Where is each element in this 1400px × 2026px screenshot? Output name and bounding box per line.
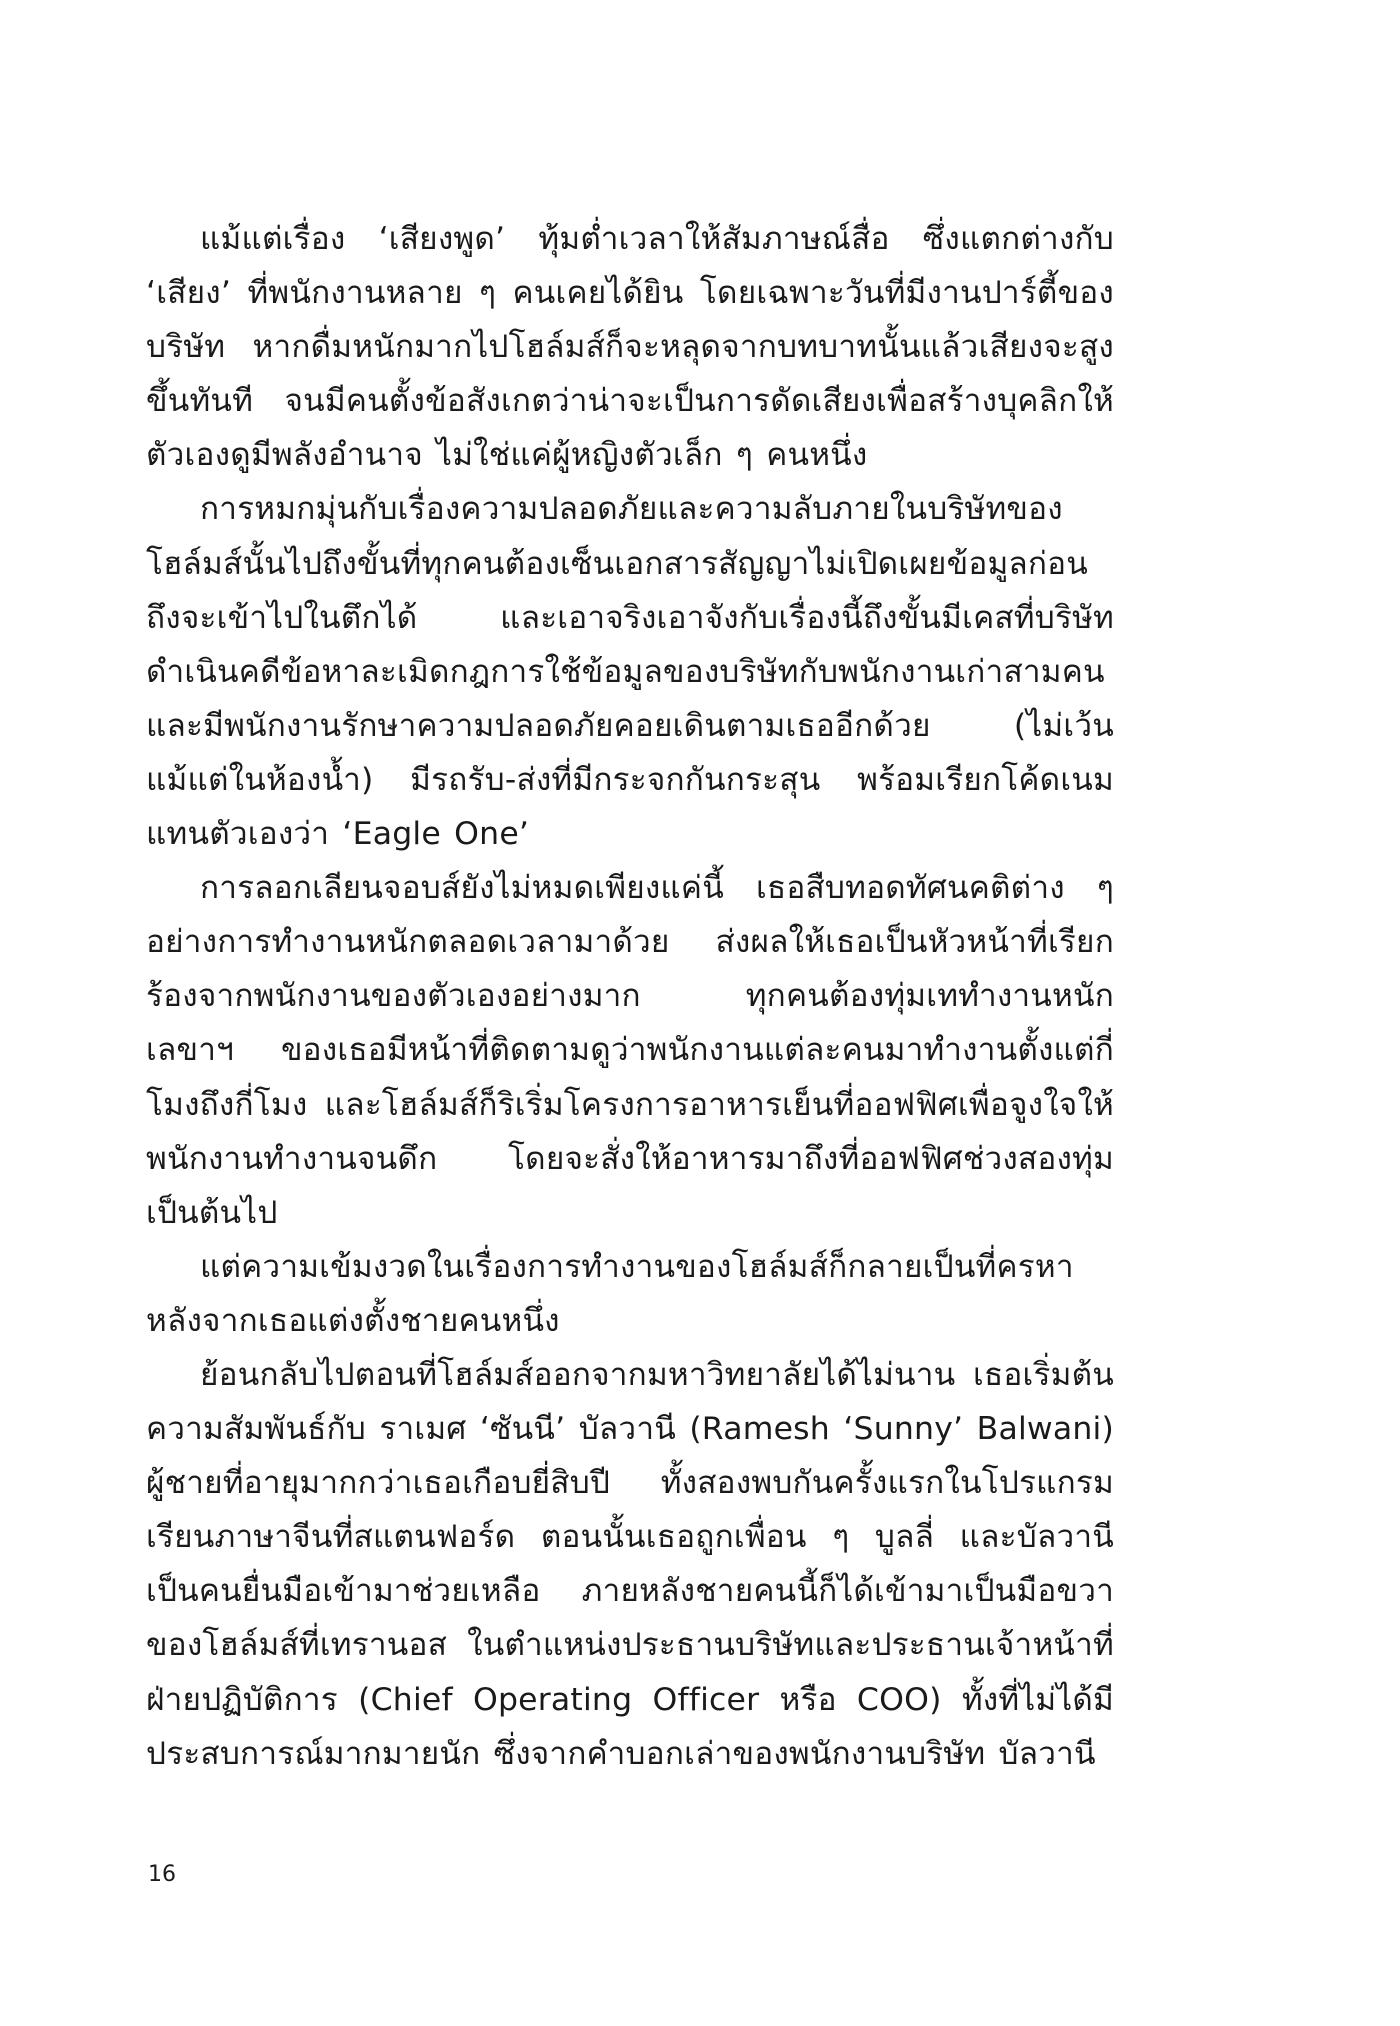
paragraph-4: แต่ความเข้มงวดในเรื่องการทำงานของโฮล์มส์ก็กลายเป็นที่ครหาหลังจากเธอแต่งตั้งชายคนหนึ่ง	[146, 1248, 1074, 1339]
paragraph-1: แม้แต่เรื่อง ‘เสียงพูด’ ทุ้มต่ำเวลาให้สัมภาษณ์สื่อ ซึ่งแตกต่างกับ ‘เสียง’ ที่พนักงานหลาย ๆ คนเคยได้ยิน โดยเฉพาะวันที่มีงานปาร์ตี้ของบริษัท หากดื่มหนักมากไปโฮล์มส์ก็จะหลุดจากบทบาทนั้นแล้วเสียงจะสูงขึ้นทันที จนมีคนตั้งข้อสังเกตว่าน่าจะเป็นการดัดเสียงเพื่อสร้างบุคลิกให้ตัวเองดูมีพลังอำนาจ ไม่ใช่แค่ผู้หญิงตัวเล็ก ๆ คนหนึ่ง	[146, 221, 1114, 474]
paragraph-2: การหมกมุ่นกับเรื่องความปลอดภัยและความลับภายในบริษัทของโฮล์มส์นั้นไปถึงขั้นที่ทุกคนต้องเซ็นเอกสารสัญญาไม่เปิดเผยข้อมูลก่อนถึงจะเข้าไปในตึกได้ และเอาจริงเอาจังกับเรื่องนี้ถึงขั้นมีเคสที่บริษัทดำเนินคดีข้อหาละเมิดกฎการใช้ข้อมูลของบริษัทกับพนักงานเก่าสามคนและมีพนักงานรักษาความปลอดภัยคอยเดินตามเธออีกด้วย (ไม่เว้นแม้แต่ในห้องน้ำ) มีรถรับ-ส่งที่มีกระจกกันกระสุน พร้อมเรียกโค้ดเนมแทนตัวเองว่า ‘Eagle One’	[146, 491, 1114, 853]
page-number: 16	[148, 1862, 176, 1887]
paragraph-5: ย้อนกลับไปตอนที่โฮล์มส์ออกจากมหาวิทยาลัยได้ไม่นาน เธอเริ่มต้นความสัมพันธ์กับ ราเมศ ‘ซันนี’ บัลวานี (Ramesh ‘Sunny’ Balwani) ผู้ชายที่อายุมากกว่าเธอเกือบยี่สิบปี ทั้งสองพบกันครั้งแรกในโปรแกรมเรียนภาษาจีนที่สแตนฟอร์ด ตอนนั้นเธอถูกเพื่อน ๆ บูลลี่ และบัลวานีเป็นคนยื่นมือเข้ามาช่วยเหลือ ภายหลังชายคนนี้ก็ได้เข้ามาเป็นมือขวาของโฮล์มส์ที่เทรานอส ในตำแหน่งประธานบริษัทและประธานเจ้าหน้าที่ฝ่ายปฏิบัติการ (Chief Operating Officer หรือ COO) ทั้งที่ไม่ได้มีประสบการณ์มากมายนัก ซึ่งจากคำบอกเล่าของพนักงานบริษัท บัลวานี	[146, 1356, 1114, 1772]
paragraph-3: การลอกเลียนจอบส์ยังไม่หมดเพียงแค่นี้ เธอสืบทอดทัศนคติต่าง ๆ อย่างการทำงานหนักตลอดเวลามาด้วย ส่งผลให้เธอเป็นหัวหน้าที่เรียกร้องจากพนักงานของตัวเองอย่างมาก ทุกคนต้องทุ่มเททำงานหนัก เลขาฯ ของเธอมีหน้าที่ติดตามดูว่าพนักงานแต่ละคนมาทำงานตั้งแต่กี่โมงถึงกี่โมง และโฮล์มส์ก็ริเริ่มโครงการอาหารเย็นที่ออฟฟิศเพื่อจูงใจให้พนักงานทำงานจนดึก โดยจะสั่งให้อาหารมาถึงที่ออฟฟิศช่วงสองทุ่มเป็นต้นไป	[146, 870, 1114, 1231]
body-text	[146, 212, 1114, 1781]
